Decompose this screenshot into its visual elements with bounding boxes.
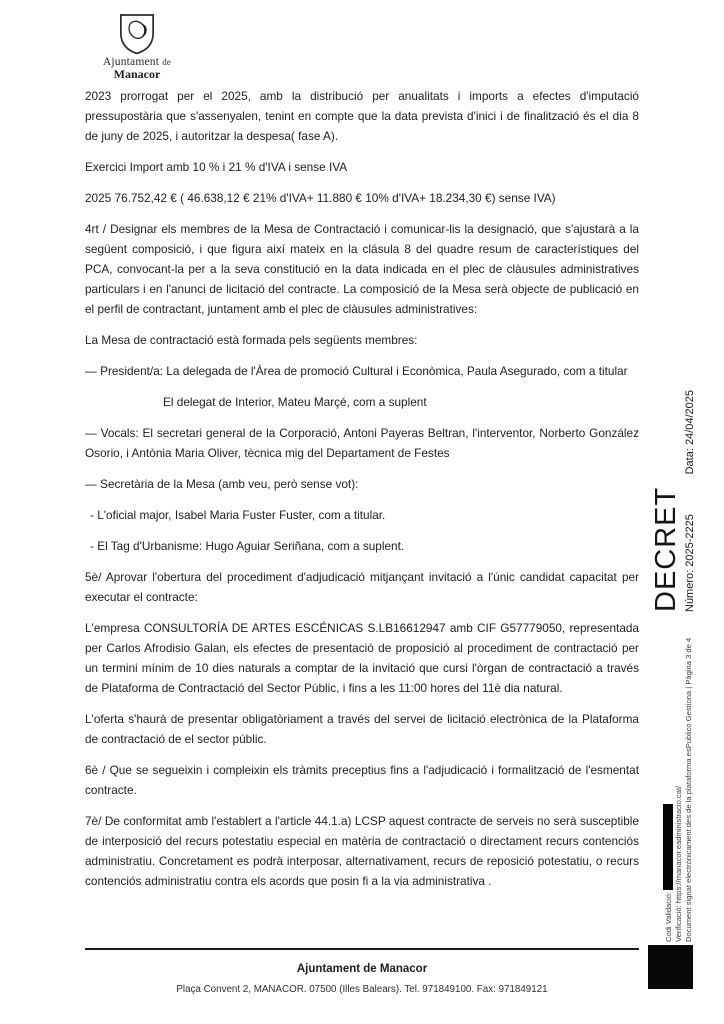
decree-date: Data: 24/04/2025	[684, 390, 696, 475]
body-paragraph: L'empresa CONSULTORÍA DE ARTES ESCÉNICAS S.LB16612947 amb CIF G57779050, representada per Carlos Afrodisio Galan, els efectes de presentació de proposició al procediment de contractació per un termini mínim de 10 dies naturals a comptar de la invitació que cursi l'òrgan de contractació a través de Plataforma de Contractació del Sector Públic, i fins a les 11:00 hores del 11è dia natural.	[85, 621, 639, 695]
body-paragraph: 7è/ De conformitat amb l'establert a l'article 44.1.a) LCSP aquest contracte de serveis no serà susceptible de interposició del recurs potestatiu especial en matèria de contractació o directament recurs contenciós administratiu. Concretament es podrà interposar, alternativament, recurs de reposició potestatiu, o recurs contenciós administratiu contra els acords que posin fi a la via administrativa .	[85, 814, 639, 888]
body-paragraph: La Mesa de contractació està formada pels següents membres:	[85, 333, 418, 347]
logo-org-name: Ajuntament de	[102, 56, 172, 68]
body-paragraph: — Secretària de la Mesa (amb veu, però sense vot):	[85, 477, 359, 491]
body-paragraph: - El Tag d'Urbanisme: Hugo Aguiar Seriñana, com a suplent.	[90, 539, 405, 553]
logo-org-city: Manacor	[113, 67, 161, 81]
body-paragraph: El delegat de Interior, Mateu Marçé, com a suplent	[163, 395, 427, 409]
signature-note: Document signat electrònicament des de la plataforma esPublico Gestiona | Pàgina 3 de 4	[684, 637, 693, 942]
body-paragraph: — Vocals: El secretari general de la Corporació, Antoni Payeras Beltran, l'interventor, Norberto González Osorio, i Antònia Maria Oliver, tècnica mig del Departament de Festes	[85, 426, 639, 460]
body-paragraph: L'oferta s'haurà de presentar obligatòriament a través del servei de licitació electrònica de la Plataforma de contractació de el sector públic.	[85, 712, 639, 746]
footer-org-name: Ajuntament de Manacor	[296, 963, 428, 975]
decree-type-label: DECRET	[650, 486, 682, 612]
redacted-stamp-block	[648, 945, 693, 989]
validation-code-line	[663, 618, 674, 942]
verification-url: Verificació: https://manacor.eadministracio.cat/	[674, 785, 683, 942]
body-paragraph: 5è/ Aprovar l'obertura del procediment d'adjudicació mitjançant invitació a l'únic candidat capacitat per executar el contracte:	[85, 570, 639, 604]
logo	[95, 13, 179, 82]
validation-redaction	[663, 804, 673, 890]
page-footer	[85, 948, 639, 995]
document-body	[85, 86, 639, 902]
validation-code-label: Codi Validació:	[664, 889, 673, 942]
footer-address: Plaça Convent 2, MANACOR. 07500 (Illes Balears). Tel. 971849100. Fax: 971849121	[176, 984, 548, 995]
validation-column	[663, 618, 694, 942]
body-paragraph: 2025 76.752,42 € ( 46.638,12 € 21% d'IVA+ 11.880 € 10% d'IVA+ 18.234,30 €) sense IVA)	[85, 191, 556, 205]
body-paragraph: 2023 prorrogat per el 2025, amb la distribució per anualitats i imports a efectes d'imputació pressupostària que s'assenyalen, tenint en compte que la data prevista d'inici i de finalització és el dia 8 de juny de 2025, i autoritzar la despesa( fase A).	[85, 89, 639, 143]
decree-number: Número: 2025-2225	[684, 514, 696, 612]
body-paragraph: 4rt / Designar els membres de la Mesa de Contractació i comunicar-lis la designació, que s'ajustarà a la següent composició, i que figura així mateix en la clásula 8 del quadre resum de característiques del PCA, convocant-la per a la seva constitució en la data indicada en el plec de clàusules administratives particulars i en l'anunci de licitació del contracte. La composició de la Mesa serà objecte de publicació en el perfil de contractant, juntament amb el plec de clàusules administratives:	[85, 222, 639, 316]
manacor-coat-of-arms-icon	[95, 13, 179, 55]
body-paragraph: - L'oficial major, Isabel Maria Fuster Fuster, com a titular.	[90, 508, 386, 522]
body-paragraph: 6è / Que se segueixin i compleixin els tràmits preceptius fins a l'adjudicació i formalització de l'esmentat contracte.	[85, 763, 639, 797]
body-paragraph: Exercici Import amb 10 % i 21 % d'IVA i sense IVA	[85, 160, 348, 174]
body-paragraph: — President/a: La delegada de l'Àrea de promoció Cultural i Econòmica, Paula Asegurado, com a titular	[85, 364, 628, 378]
decree-sidebar	[650, 390, 697, 612]
footer-divider	[85, 948, 639, 950]
